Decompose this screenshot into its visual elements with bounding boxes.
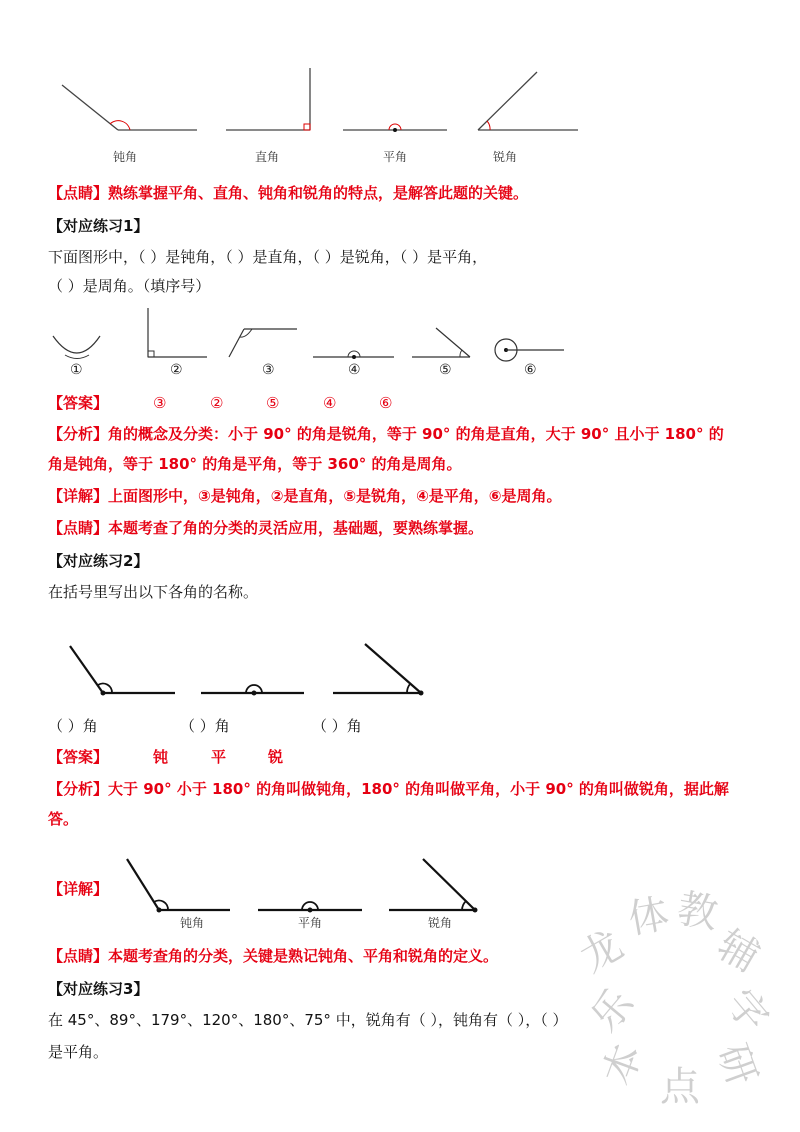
caption-straight: 平角 — [383, 150, 408, 164]
figure-1-arc — [65, 355, 89, 359]
detail-straight-vertex — [308, 908, 313, 913]
figure-3-ray — [229, 329, 244, 357]
obtuse-angle-ray — [62, 85, 118, 130]
detail-obtuse-ray — [127, 859, 159, 910]
exercise-2-blank-3: （ ）角 — [312, 717, 362, 735]
exercise-1-tip: 【点睛】本题考查了角的分类的灵活应用，基础题，要熟练掌握。 — [48, 519, 484, 537]
figure-1-shape — [53, 336, 100, 353]
exercise-2-analysis-line1: 【分析】大于 90° 小于 180° 的角叫做钝角，180° 的角叫做平角，小于 90° 的角叫做锐角，据此解 — [48, 780, 729, 798]
exercise-1-answer-5: ⑥ — [379, 394, 393, 412]
figure-label-3: ③ — [262, 362, 275, 378]
exercise-1-question-line1: 下面图形中，（ ）是钝角，（ ）是直角，（ ）是锐角，（ ）是平角， — [48, 248, 488, 266]
exercise-1-question-line2: （ ）是周角。（填序号） — [48, 277, 211, 295]
figure-5-ray — [436, 328, 470, 357]
exercise-3-heading: 【对应练习3】 — [48, 980, 149, 998]
exercise-1-figures — [0, 300, 800, 370]
right-angle-mark — [304, 124, 310, 130]
exercise-2-blank-1: （ ）角 — [48, 717, 98, 735]
caption-acute: 锐角 — [493, 150, 518, 164]
watermark-char: 乐 — [582, 980, 644, 1041]
ex2-acute-ray — [365, 644, 421, 693]
figure-4-vertex — [352, 355, 356, 359]
watermark-char: 教 — [673, 885, 722, 939]
exercise-1-answer-4: ④ — [323, 394, 337, 412]
exercise-2-heading: 【对应练习2】 — [48, 552, 149, 570]
exercise-2-answer-2: 平 — [211, 748, 227, 766]
ex2-acute-vertex — [419, 691, 424, 696]
figure-label-6: ⑥ — [524, 362, 537, 378]
watermark-char: 本 — [594, 1038, 652, 1092]
figure-label-4: ④ — [348, 362, 361, 378]
exercise-1-answer-tag: 【答案】 — [48, 394, 109, 412]
exercise-2-detail-tag: 【详解】 — [48, 880, 109, 898]
exercise-1-detail: 【详解】上面图形中，③是钝角，②是直角，⑤是锐角，④是平角，⑥是周角。 — [48, 487, 562, 505]
acute-angle-arc — [487, 121, 490, 130]
section-tip: 【点睛】熟练掌握平角、直角、钝角和锐角的特点，是解答此题的关键。 — [48, 184, 529, 202]
ex2-straight-vertex — [252, 691, 257, 696]
detail-caption-obtuse: 钝角 — [180, 916, 205, 930]
exercise-3-question-line2: 是平角。 — [48, 1043, 109, 1061]
exercise-2-blank-2: （ ）角 — [180, 717, 230, 735]
exercise-1-analysis-line1: 【分析】角的概念及分类：小于 90° 的角是锐角，等于 90° 的角是直角，大于 90° 且小于 180° 的 — [48, 425, 724, 443]
top-angle-figure — [0, 60, 800, 200]
exercise-2-tip: 【点睛】本题考查角的分类，关键是熟记钝角、平角和锐角的定义。 — [48, 947, 499, 965]
watermark-char: 研 — [708, 1038, 766, 1092]
figure-label-2: ② — [170, 362, 183, 378]
exercise-3-question-line1: 在 45°、89°、179°、120°、180°、75° 中，锐角有（ ），钝角有（ ），（ ） — [48, 1011, 568, 1029]
watermark-char: 体 — [624, 890, 673, 944]
ex2-obtuse-vertex — [101, 691, 106, 696]
watermark-char: 辅 — [709, 921, 768, 982]
detail-acute-arc — [462, 901, 466, 910]
detail-caption-straight: 平角 — [298, 916, 323, 930]
detail-acute-vertex — [473, 908, 478, 913]
exercise-2-figures — [0, 640, 800, 710]
exercise-1-answer-2: ② — [210, 394, 224, 412]
watermark-char: 点 — [660, 1064, 700, 1110]
watermark-char: 字 — [716, 980, 778, 1041]
watermark-stamp — [572, 880, 780, 1120]
figure-label-1: ① — [70, 362, 83, 378]
exercise-1-analysis-line2: 角是钝角，等于 180° 的角是平角，等于 360° 的角是周角。 — [48, 455, 462, 473]
exercise-1-answer-1: ③ — [153, 394, 167, 412]
exercise-2-analysis-line2: 答。 — [48, 810, 79, 828]
exercise-2-answer-3: 锐 — [268, 748, 284, 766]
watermark-char: 龙 — [572, 921, 631, 982]
exercise-2-question: 在括号里写出以下各角的名称。 — [48, 583, 259, 601]
exercise-2-answer-tag: 【答案】 — [48, 748, 109, 766]
caption-obtuse: 钝角 — [113, 150, 138, 164]
straight-angle-vertex — [393, 128, 397, 132]
caption-right: 直角 — [255, 150, 280, 164]
exercise-1-answer-3: ⑤ — [266, 394, 280, 412]
exercise-1-heading: 【对应练习1】 — [48, 217, 149, 235]
exercise-2-answer-1: 钝 — [153, 748, 169, 766]
figure-label-5: ⑤ — [439, 362, 452, 378]
detail-obtuse-vertex — [157, 908, 162, 913]
ex2-acute-arc — [407, 684, 410, 693]
ex2-obtuse-ray — [70, 646, 103, 693]
detail-acute-ray — [423, 859, 475, 910]
figure-2-mark — [148, 351, 154, 357]
detail-caption-acute: 锐角 — [428, 916, 453, 930]
figure-5-arc — [460, 350, 462, 357]
